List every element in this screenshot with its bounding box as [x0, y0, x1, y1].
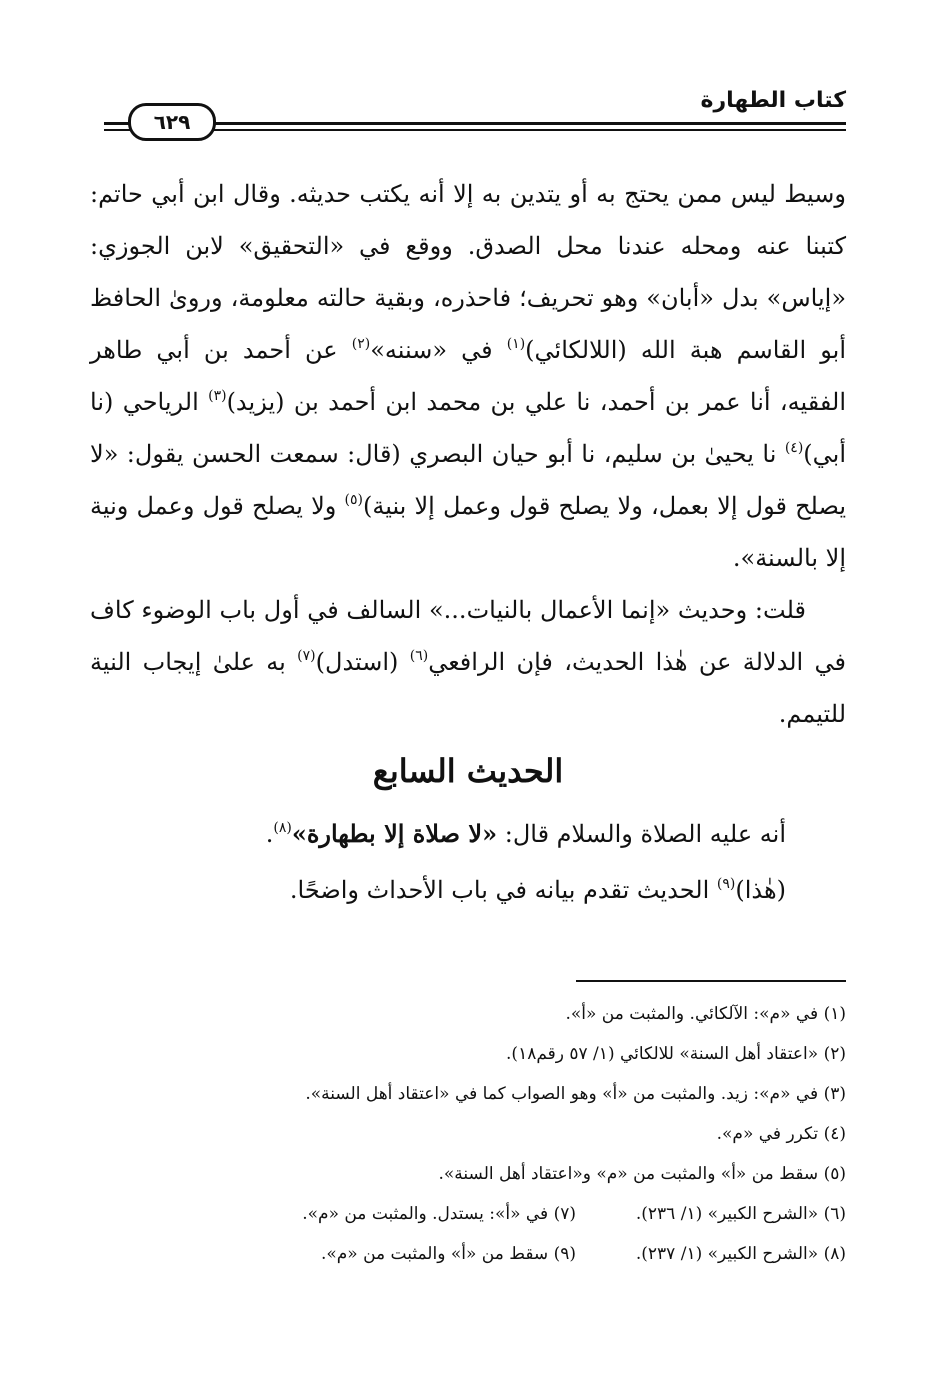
- footnotes: [90, 994, 846, 1274]
- footnote-ref-3[interactable]: (٣): [208, 388, 227, 404]
- footnote-2: (٢) «اعتقاد أهل السنة» للالكائي (١/ ٥٧ رقم١٨).: [506, 1044, 846, 1064]
- header-rule-bottom: [104, 129, 846, 131]
- text-run: الحديث تقدم بيانه في باب الأحداث واضحًا.: [289, 876, 717, 904]
- page-number: ٦٢٩: [128, 103, 216, 141]
- footnote-5: (٥) سقط من «أ» والمثبت من «م» و«اعتقاد أهل السنة».: [438, 1164, 846, 1184]
- footnote-ref-9[interactable]: (٩): [716, 876, 736, 892]
- text-run: في «سننه»: [370, 336, 507, 364]
- footnote-ref-4[interactable]: (٤): [784, 440, 804, 456]
- hadith-line: [90, 806, 846, 862]
- commentary-line: [90, 862, 846, 918]
- main-text: [90, 168, 846, 740]
- footnote-separator: [576, 980, 846, 982]
- footnote-3: (٣) في «م»: زيد. والمثبت من «أ» وهو الصواب كما في «اعتقاد أهل السنة».: [305, 1084, 846, 1104]
- footnote-ref-7[interactable]: (٧): [297, 648, 316, 664]
- footnote-ref-1[interactable]: (١): [506, 336, 526, 352]
- footnote-ref-2[interactable]: (٢): [351, 336, 371, 352]
- hadith-block: [90, 806, 846, 918]
- footnote-ref-6[interactable]: (٦): [409, 648, 429, 664]
- text-run: أنه عليه الصلاة والسلام قال:: [497, 820, 786, 848]
- text-run: به علىٰ إيجاب النية للتيمم.: [90, 648, 846, 728]
- text-run: عن أحمد بن أبي طاهر الفقيه، أنا عمر بن أحمد، نا علي بن محمد ابن أحمد بن (يزيد): [90, 336, 847, 416]
- footnote-6: (٦) «الشرح الكبير» (١/ ٢٣٦).: [635, 1204, 846, 1224]
- text-run: وسيط ليس ممن يحتج به أو يتدين به إلا أنه يكتب حديثه. وقال ابن أبي حاتم: كتبنا عنه ومحله عندنا محل الصدق. ووقع في «التحقيق» لابن الجوزي: «إياس» بدل «أبان» وهو تحريف؛ فاحذره، وبقية حالته معلومة، وروىٰ الحافظ أبو القاسم هبة الله (اللالكائي): [90, 180, 847, 364]
- section-heading: الحديث السابع: [372, 752, 564, 790]
- footnote-ref-8[interactable]: (٨): [273, 820, 292, 836]
- text-run: نا يحيىٰ بن سليم، نا أبو حيان البصري (قال: سمعت الحسن يقول: «لا يصلح قول إلا بعمل، ولا يصلح قول وعمل إلا بنية): [90, 440, 846, 520]
- footnote-1: (١) في «م»: الآلكائي. والمثبت من «أ».: [565, 1004, 846, 1024]
- footnote-ref-5[interactable]: (٥): [344, 492, 363, 508]
- text-run: (استدل): [315, 648, 410, 676]
- text-run: الرياحي (نا أبي): [90, 388, 846, 468]
- footnote-4: (٤) تكرر في «م».: [716, 1124, 846, 1144]
- footnote-row: [90, 1234, 846, 1274]
- paragraph-1: [90, 168, 846, 584]
- text-run: .: [265, 820, 274, 848]
- hadith-quote: «لا صلاة إلا بطهارة»: [291, 819, 498, 848]
- paragraph-2: [90, 584, 846, 740]
- footnote-7: (٧) في «أ»: يستدل. والمثبت من «م».: [302, 1204, 576, 1224]
- text-run: قلت: وحديث «إنما الأعمال بالنيات...» السالف في أول باب الوضوء كاف في الدلالة عن هٰذا الحديث، فإن الرافعي: [90, 596, 846, 676]
- footnote-9: (٩) سقط من «أ» والمثبت من «م».: [320, 1244, 576, 1264]
- footnote-8: (٨) «الشرح الكبير» (١/ ٢٣٧).: [635, 1244, 846, 1264]
- text-run: (هٰذا): [735, 876, 786, 904]
- text-run: ولا يصلح قول وعمل ونية إلا بالسنة».: [90, 492, 846, 572]
- footnote-row: [90, 1194, 846, 1234]
- running-header-title: كتاب الطهارة: [700, 88, 846, 113]
